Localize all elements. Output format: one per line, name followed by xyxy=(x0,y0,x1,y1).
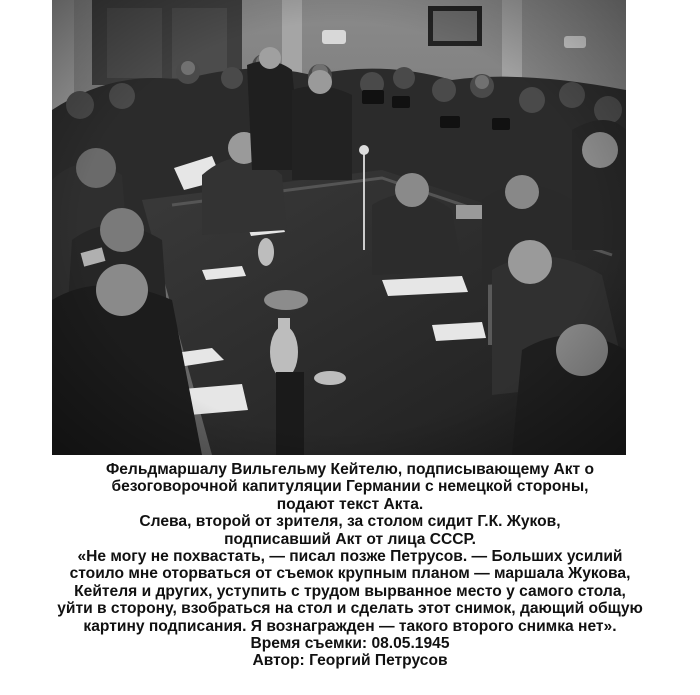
caption-shot-date: Время съемки: 08.05.1945 xyxy=(250,635,450,653)
caption-line: Фельдмаршалу Вильгельму Кейтелю, подписывающему Акт о xyxy=(105,461,595,478)
caption-line: подают текст Акта. xyxy=(276,495,424,513)
caption-line: уйти в сторону, взобраться на стол и сделать этот снимок, дающий общую xyxy=(57,600,643,618)
caption-line: картину подписания. Я вознагражден — такого второго снимка нет». xyxy=(83,617,617,635)
caption-author: Автор: Георгий Петрусов xyxy=(252,652,448,670)
caption-line: безоговорочной капитуляции Германии с немецкой стороны, xyxy=(111,478,589,496)
photo-illustration xyxy=(52,0,626,455)
caption-line: стоило мне оторваться от съемок крупным планом — маршала Жукова, xyxy=(69,565,631,583)
historical-photo xyxy=(52,0,626,455)
caption-line: «Не могу не похвастать, — писал позже Петрусов. — Больших усилий xyxy=(77,548,623,566)
caption-line: Слева, второй от зрителя, за столом сидит Г.К. Жуков, xyxy=(139,513,561,531)
caption-line: Кейтеля и других, уступить с трудом вырванное место у самого стола, xyxy=(74,582,626,600)
photo-caption xyxy=(0,461,700,670)
caption-line: подписавший Акт от лица СССР. xyxy=(224,530,476,548)
